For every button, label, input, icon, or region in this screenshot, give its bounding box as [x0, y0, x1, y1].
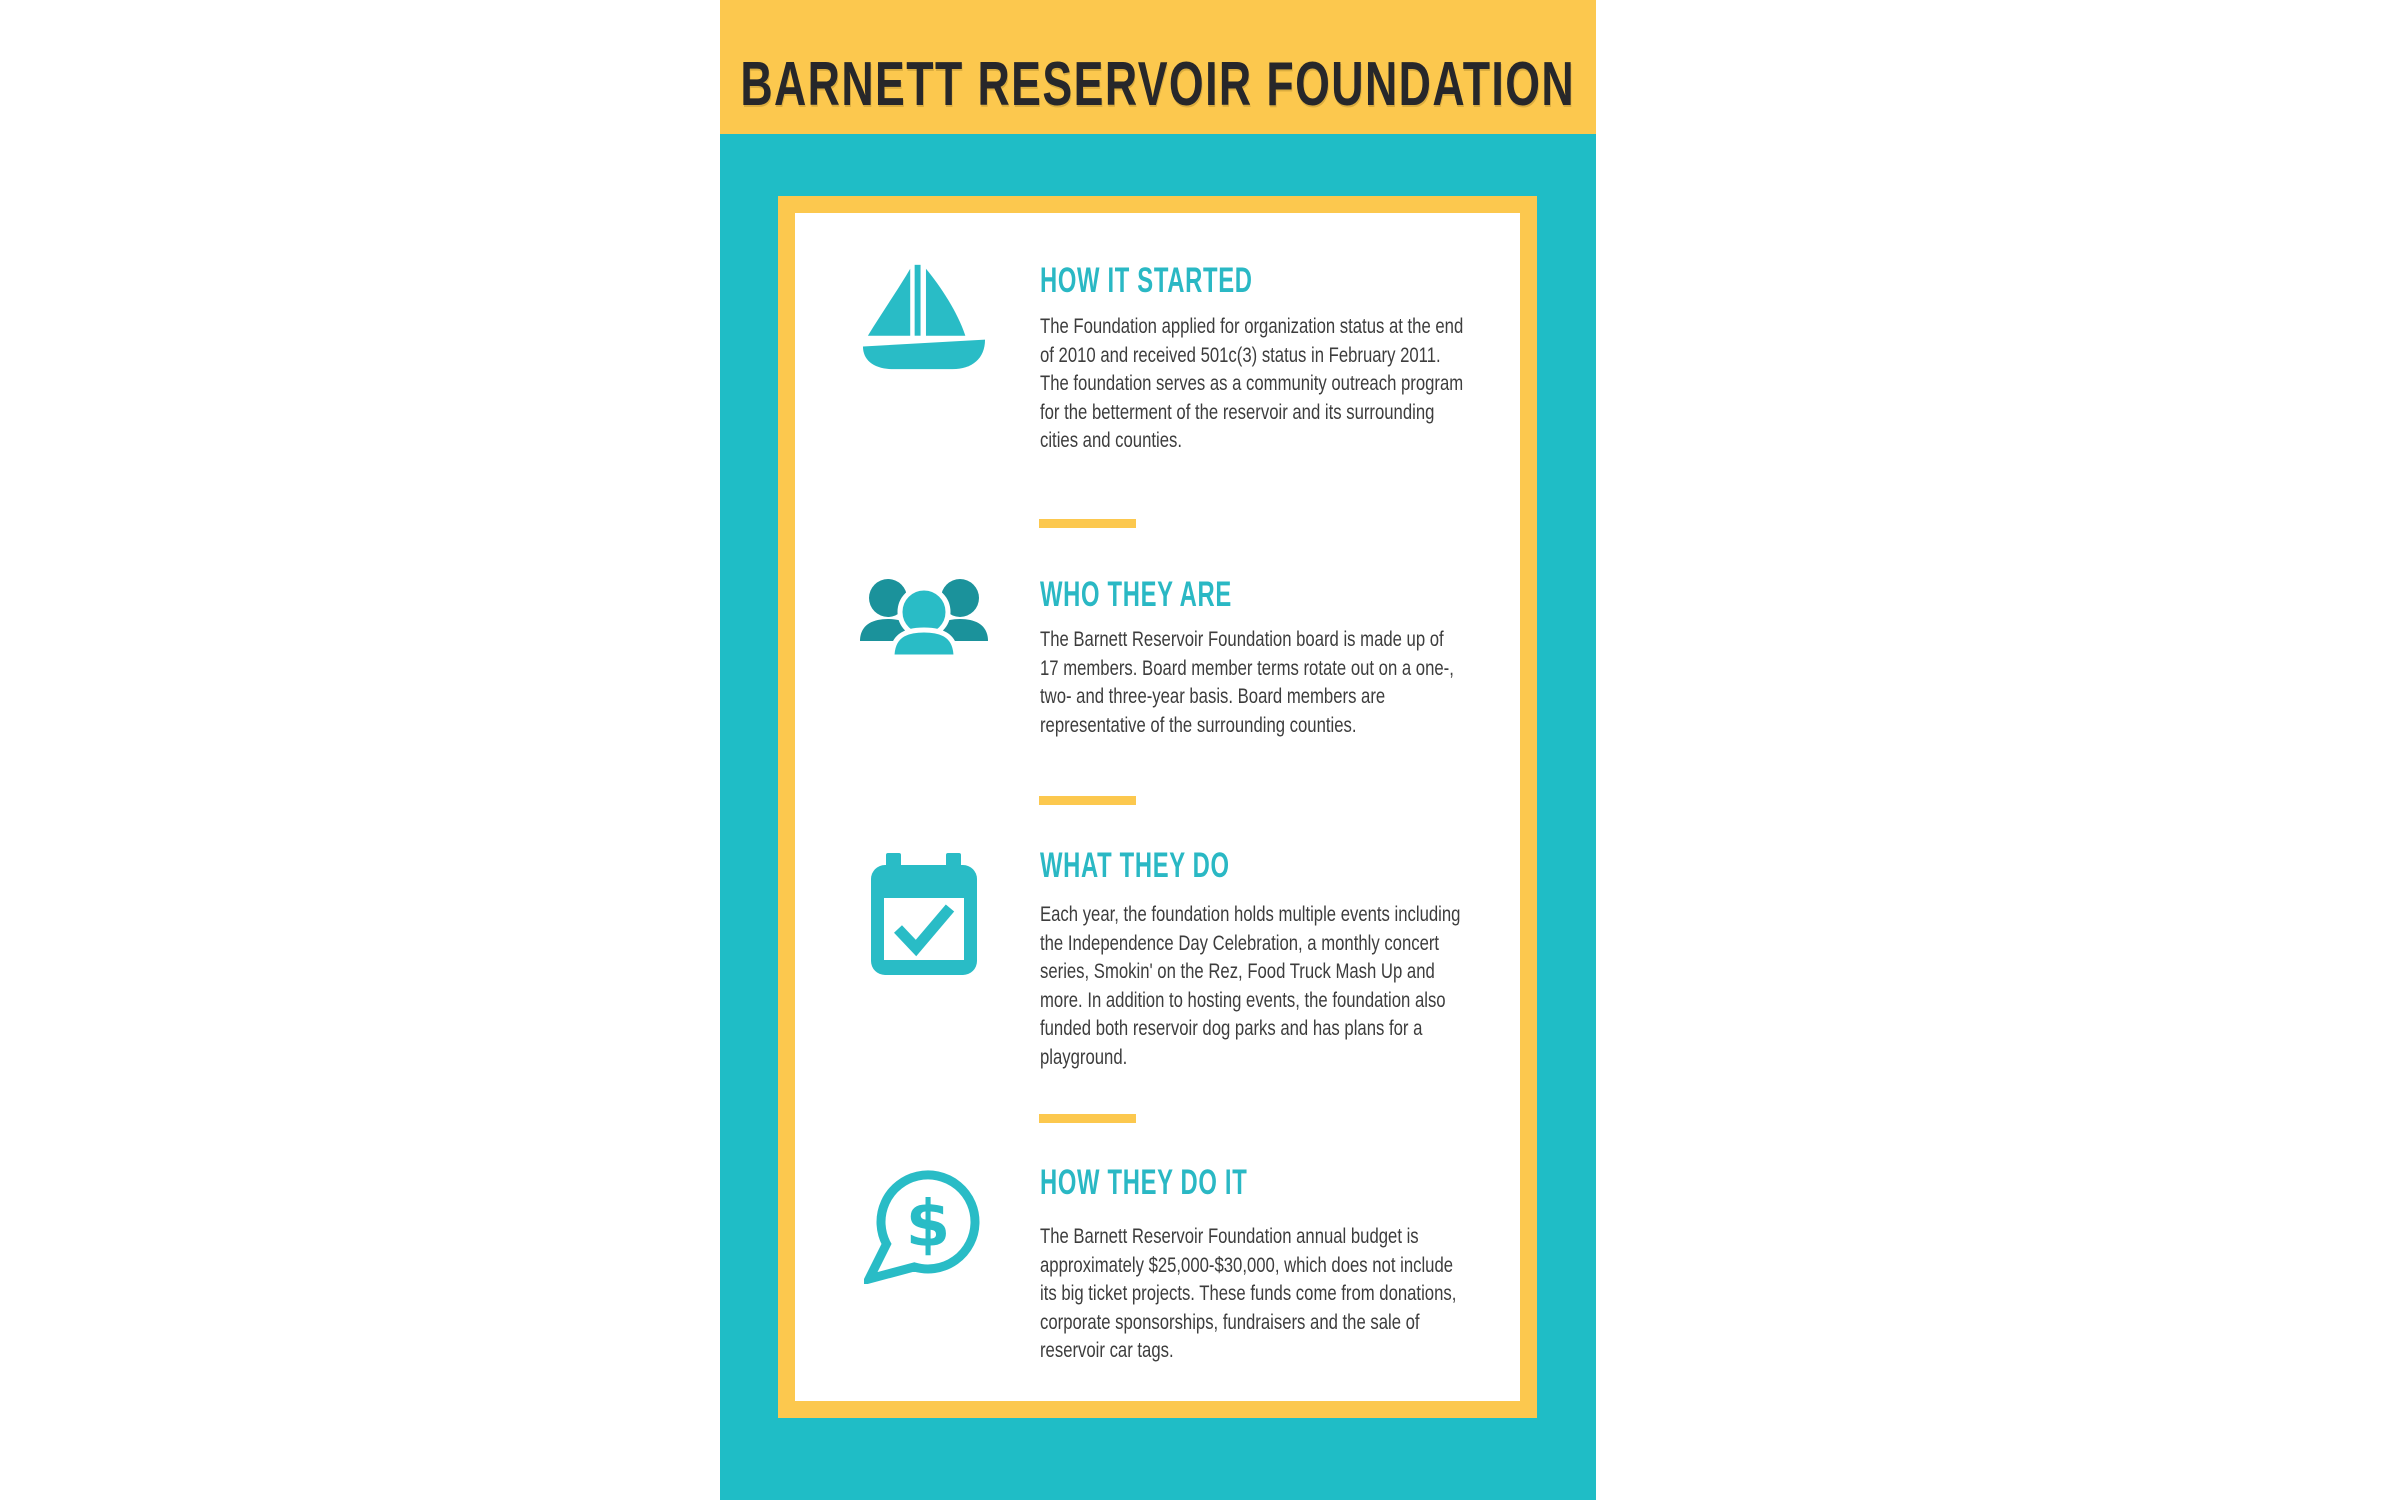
section-heading-how-they-do-it: HOW THEY DO IT [1040, 1163, 1248, 1202]
section-body-how-they-do-it: The Barnett Reservoir Foundation annual budget is approximately $25,000-$30,000, which does not include its big ticket projects. These funds come from donations, corporate sponsorships, fundraisers and the sale of reservoir car tags. [1040, 1225, 1457, 1362]
people-icon [858, 578, 990, 660]
dollar-speech-bubble-icon [858, 1168, 990, 1284]
section-body-who-they-are: The Barnett Reservoir Foundation board is made up of 17 members. Board member terms rotate out on a one-, two- and three-year basis. Board members are representative of the surrounding counties. [1040, 628, 1454, 737]
calendar-check-icon [858, 853, 990, 975]
section-heading-how-it-started: HOW IT STARTED [1040, 261, 1253, 300]
svg-text:$: $ [905, 1188, 951, 1262]
section-divider [1039, 519, 1136, 528]
section-divider [1039, 796, 1136, 805]
content-card-frame [778, 196, 1537, 1418]
page-title: BARNETT RESERVOIR FOUNDATION [740, 49, 1576, 119]
section-heading-what-they-do: WHAT THEY DO [1040, 846, 1230, 885]
content-card [795, 213, 1520, 1401]
section-body-what-they-do: Each year, the foundation holds multiple events including the Independence Day Celebration, a monthly concert series, Smokin' on the Rez, Food Truck Mash Up and more. In addition to hosting events, the foundation also funded both reservoir dog parks and has plans for a playground. [1040, 903, 1461, 1069]
section-heading-who-they-are: WHO THEY ARE [1040, 575, 1232, 614]
header-band [720, 0, 1596, 134]
section-divider [1039, 1114, 1136, 1123]
section-body-how-it-started: The Foundation applied for organization status at the end of 2010 and received 501c(3) status in February 2011. The foundation serves as a community outreach program for the betterment of the reservoir and its surrounding cities and counties. [1040, 315, 1464, 452]
sailboat-icon [858, 263, 990, 371]
